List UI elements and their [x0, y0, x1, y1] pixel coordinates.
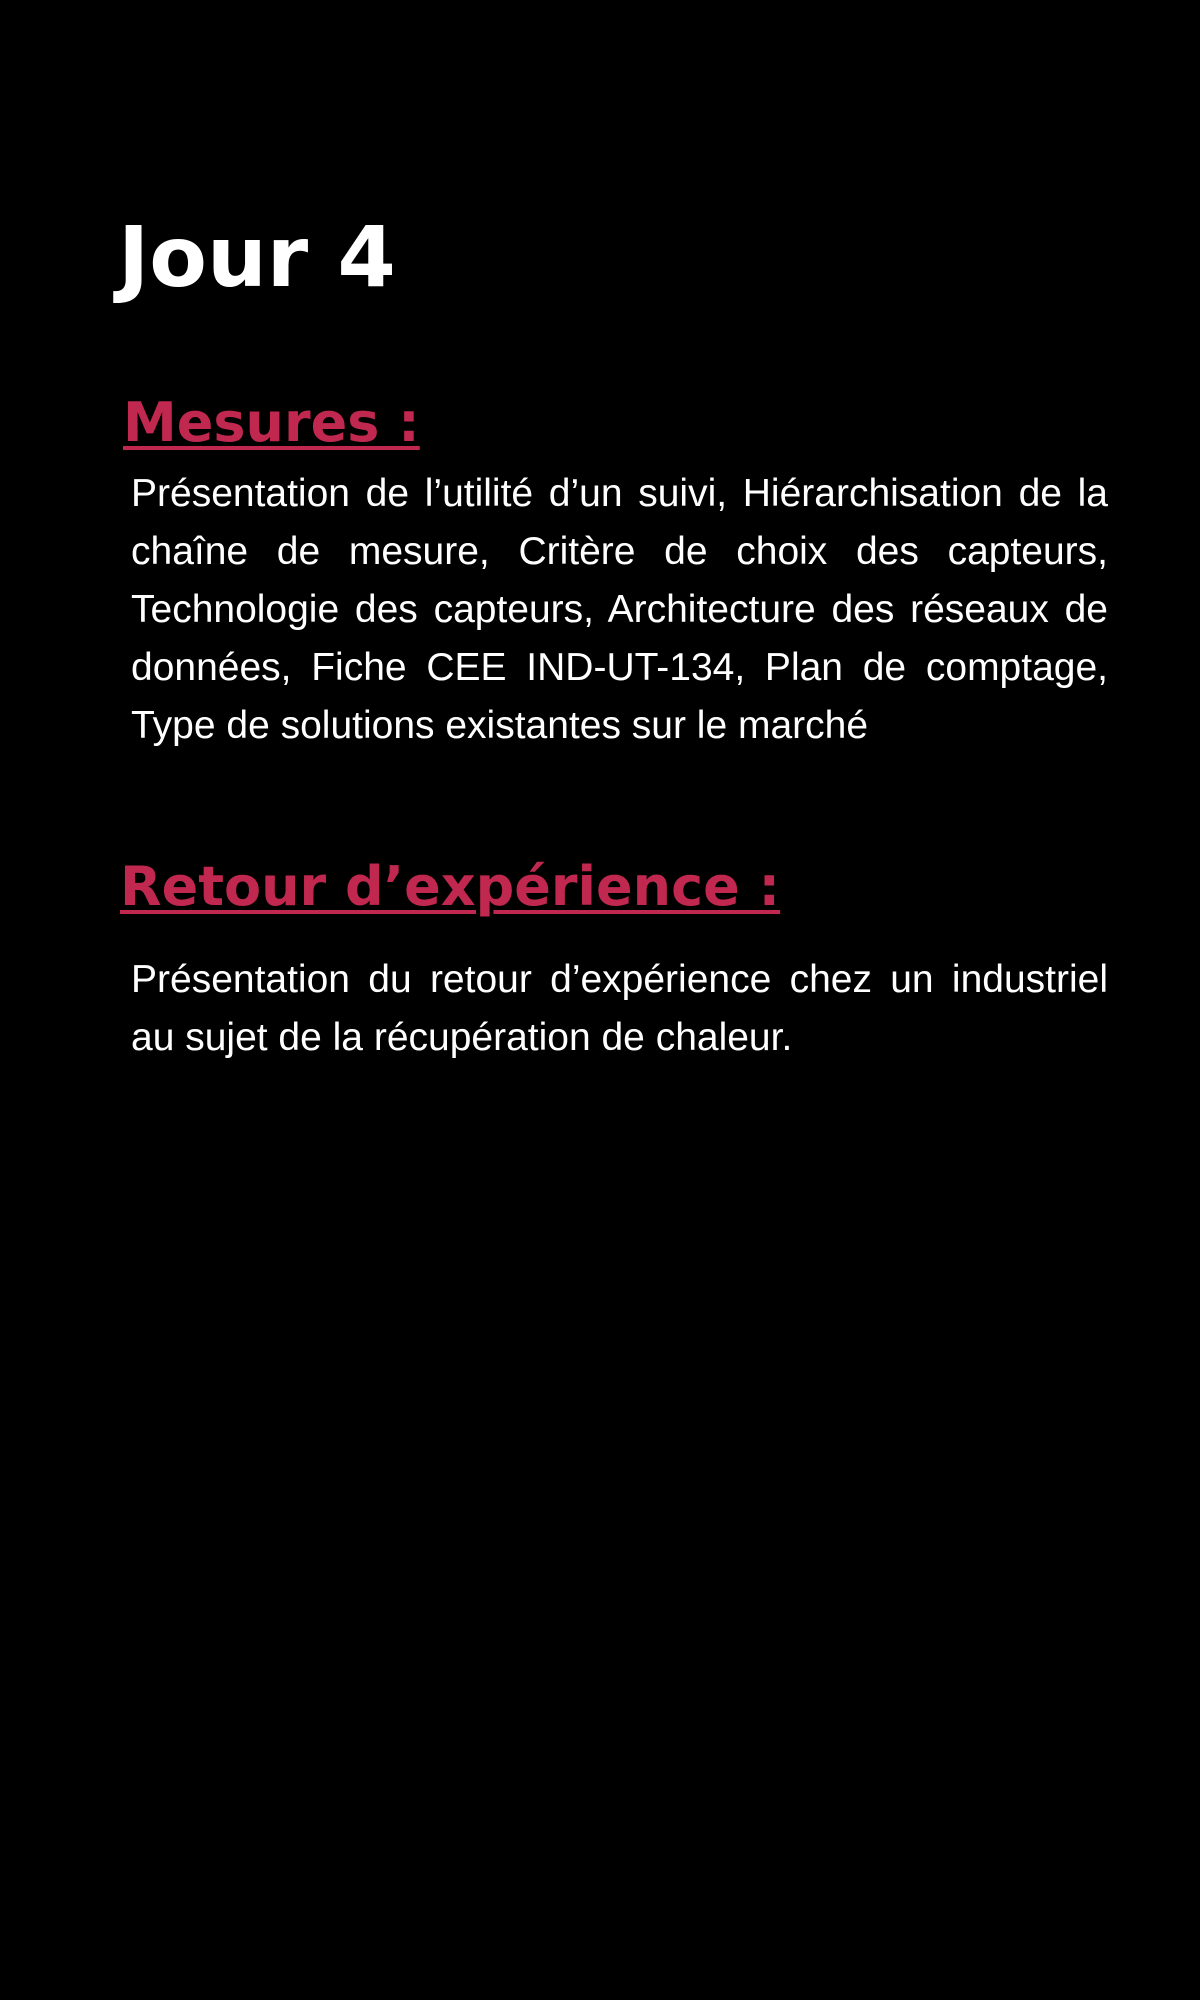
section-heading-retour-experience: Retour d’expérience : — [120, 855, 781, 918]
day-title: Jour 4 — [118, 208, 396, 306]
section-heading-mesures: Mesures : — [123, 391, 420, 454]
section-body-mesures: Présentation de l’utilité d’un suivi, Hiérarchisation de la chaîne de mesure, Critère de choix des capteurs, Technologie des capteurs, Architecture des réseaux de données, Fiche CEE IND-UT-134, Plan de comptage, Type de solutions existantes sur le marché — [131, 472, 1108, 747]
section-body-retour-experience: Présentation du retour d’expérience chez un industriel au sujet de la récupération de chaleur. — [131, 958, 1108, 1059]
